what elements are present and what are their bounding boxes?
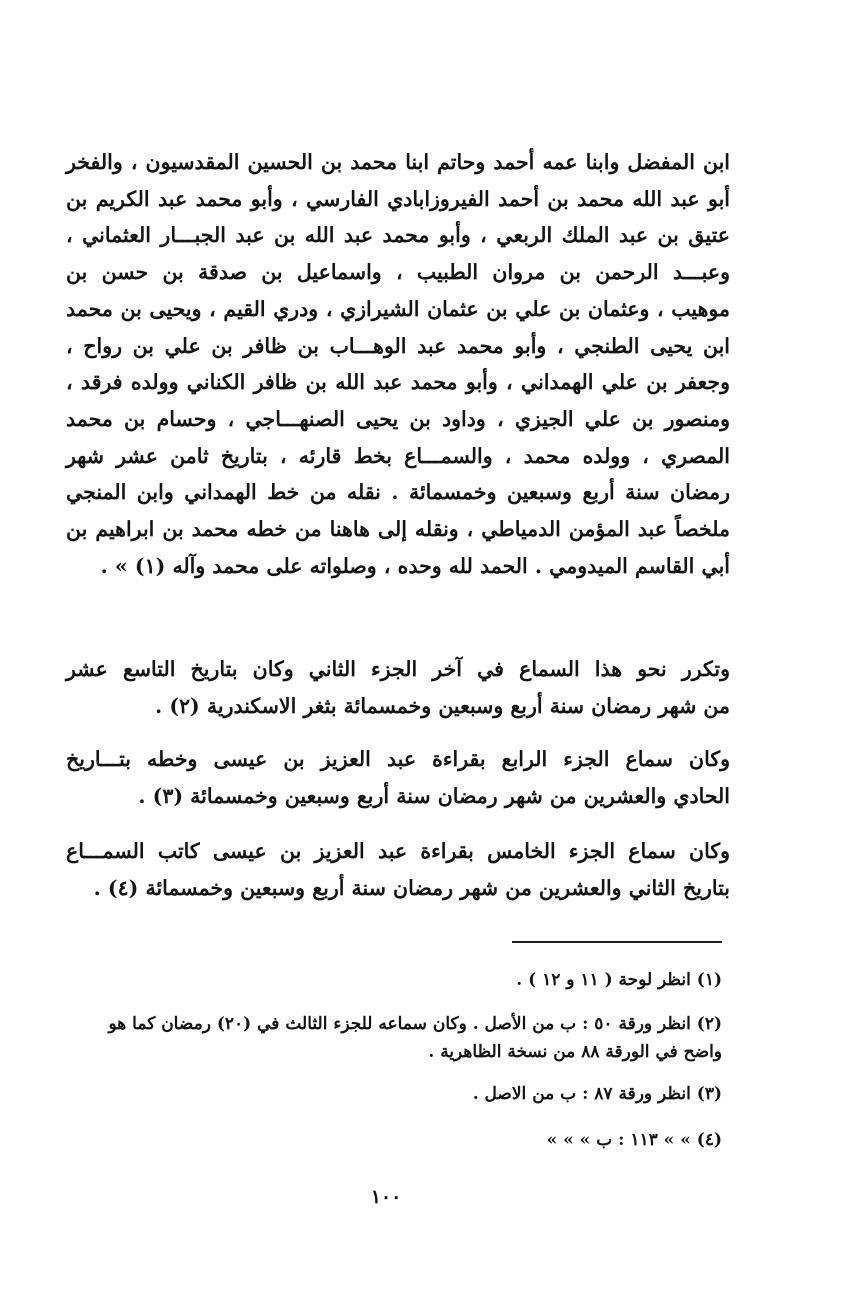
- footnote-divider: [512, 941, 722, 943]
- text-line: ومنصور بن علي الجيزي ، وداود بن يحيى الصنهـــاجي ، وحسام بن محمد: [66, 406, 730, 431]
- footnote: [50, 1010, 722, 1066]
- text-line: وجعفر بن علي الهمداني ، وأبو محمد عبد الله بن ظافر الكناني وولده فرقد ،: [66, 370, 730, 395]
- body-paragraph: [66, 833, 730, 906]
- text-line: من شهر رمضان سنة أربع وسبعين وخمسمائة بثغر الاسكندرية (٢) .: [155, 693, 730, 718]
- footnote-text: (٤) » » ١١٣ : ب » » »: [546, 1130, 722, 1150]
- text-line: وتكرر نحو هذا السماع في آخر الجزء الثاني وكان بتاريخ التاسع عشر: [66, 657, 730, 681]
- text-line: ملخصاً عبد المؤمن الدمياطي ، ونقله إلى هاهنا من خطه محمد بن ابراهيم بن: [66, 517, 730, 542]
- footnote: [50, 966, 722, 994]
- page-number: ١٠٠: [370, 1186, 402, 1208]
- footnote: [50, 1126, 722, 1154]
- footnote: [50, 1080, 722, 1108]
- text-line: ابن المفضل وابنا عمه أحمد وحاتم ابنا محمد بن الحسين المقدسيون ، والفخر: [66, 150, 730, 174]
- text-line: عتيق بن عبد الملك الربعي ، وأبو محمد عبد الله بن عبد الجبـــار العثماني ،: [66, 223, 730, 248]
- text-line: بتاريخ الثاني والعشرين من شهر رمضان سنة أربع وسبعين وخمسمائة (٤) .: [93, 875, 730, 900]
- text-line: أبو عبد الله محمد بن أحمد الفيروزابادي الفارسي ، وأبو محمد عبد الكريم بن: [66, 186, 730, 211]
- text-line: وكان سماع الجزء الخامس بقراءة عبد العزيز بن عيسى كاتب السمـــاع: [66, 839, 730, 863]
- text-line: الحادي والعشرين من شهر رمضان سنة أربع وسبعين وخمسمائة (٣) .: [138, 783, 730, 808]
- text-line: موهيب ، وعثمان بن علي بن عثمان الشيرازي ، ودري القيم ، ويحيى بن محمد: [66, 296, 730, 321]
- footnote-text: (٣) انظر ورقة ٨٧ : ب من الاصل .: [472, 1084, 722, 1104]
- body-paragraph: [66, 144, 730, 584]
- body-paragraph: [66, 741, 730, 814]
- footnote-text: (٢) انظر ورقة ٥٠ : ب من الأصل . وكان سماعه للجزء الثالث في (٢٠) رمضان كما هو: [108, 1014, 722, 1034]
- text-line: وعبـــد الرحمن بن مروان الطبيب ، واسماعيل بن صدقة بن حسن بن: [66, 260, 730, 285]
- text-line: المصري ، وولده محمد ، والسمـــاع بخط قارئه ، بتاريخ ثامن عشر شهر: [66, 443, 730, 468]
- text-line: وكان سماع الجزء الرابع بقراءة عبد العزيز بن عيسى وخطه بتـــاريخ: [66, 747, 730, 771]
- footnote-text: واضح في الورقة ٨٨ من نسخة الظاهرية .: [428, 1042, 722, 1062]
- text-line: ابن يحيى الطنجي ، وأبو محمد عبد الوهـــاب بن ظافر بن علي بن رواح ،: [66, 333, 730, 358]
- text-line: أبي القاسم الميدومي . الحمد لله وحده ، وصلواته على محمد وآله (١) » .: [100, 553, 730, 578]
- footnote-text: (١) انظر لوحة ( ١١ و ١٢ ) .: [516, 970, 722, 990]
- body-paragraph: [66, 651, 730, 724]
- text-line: رمضان سنة أربع وسبعين وخمسمائة . نقله من خط الهمداني وابن المنجي: [66, 480, 730, 505]
